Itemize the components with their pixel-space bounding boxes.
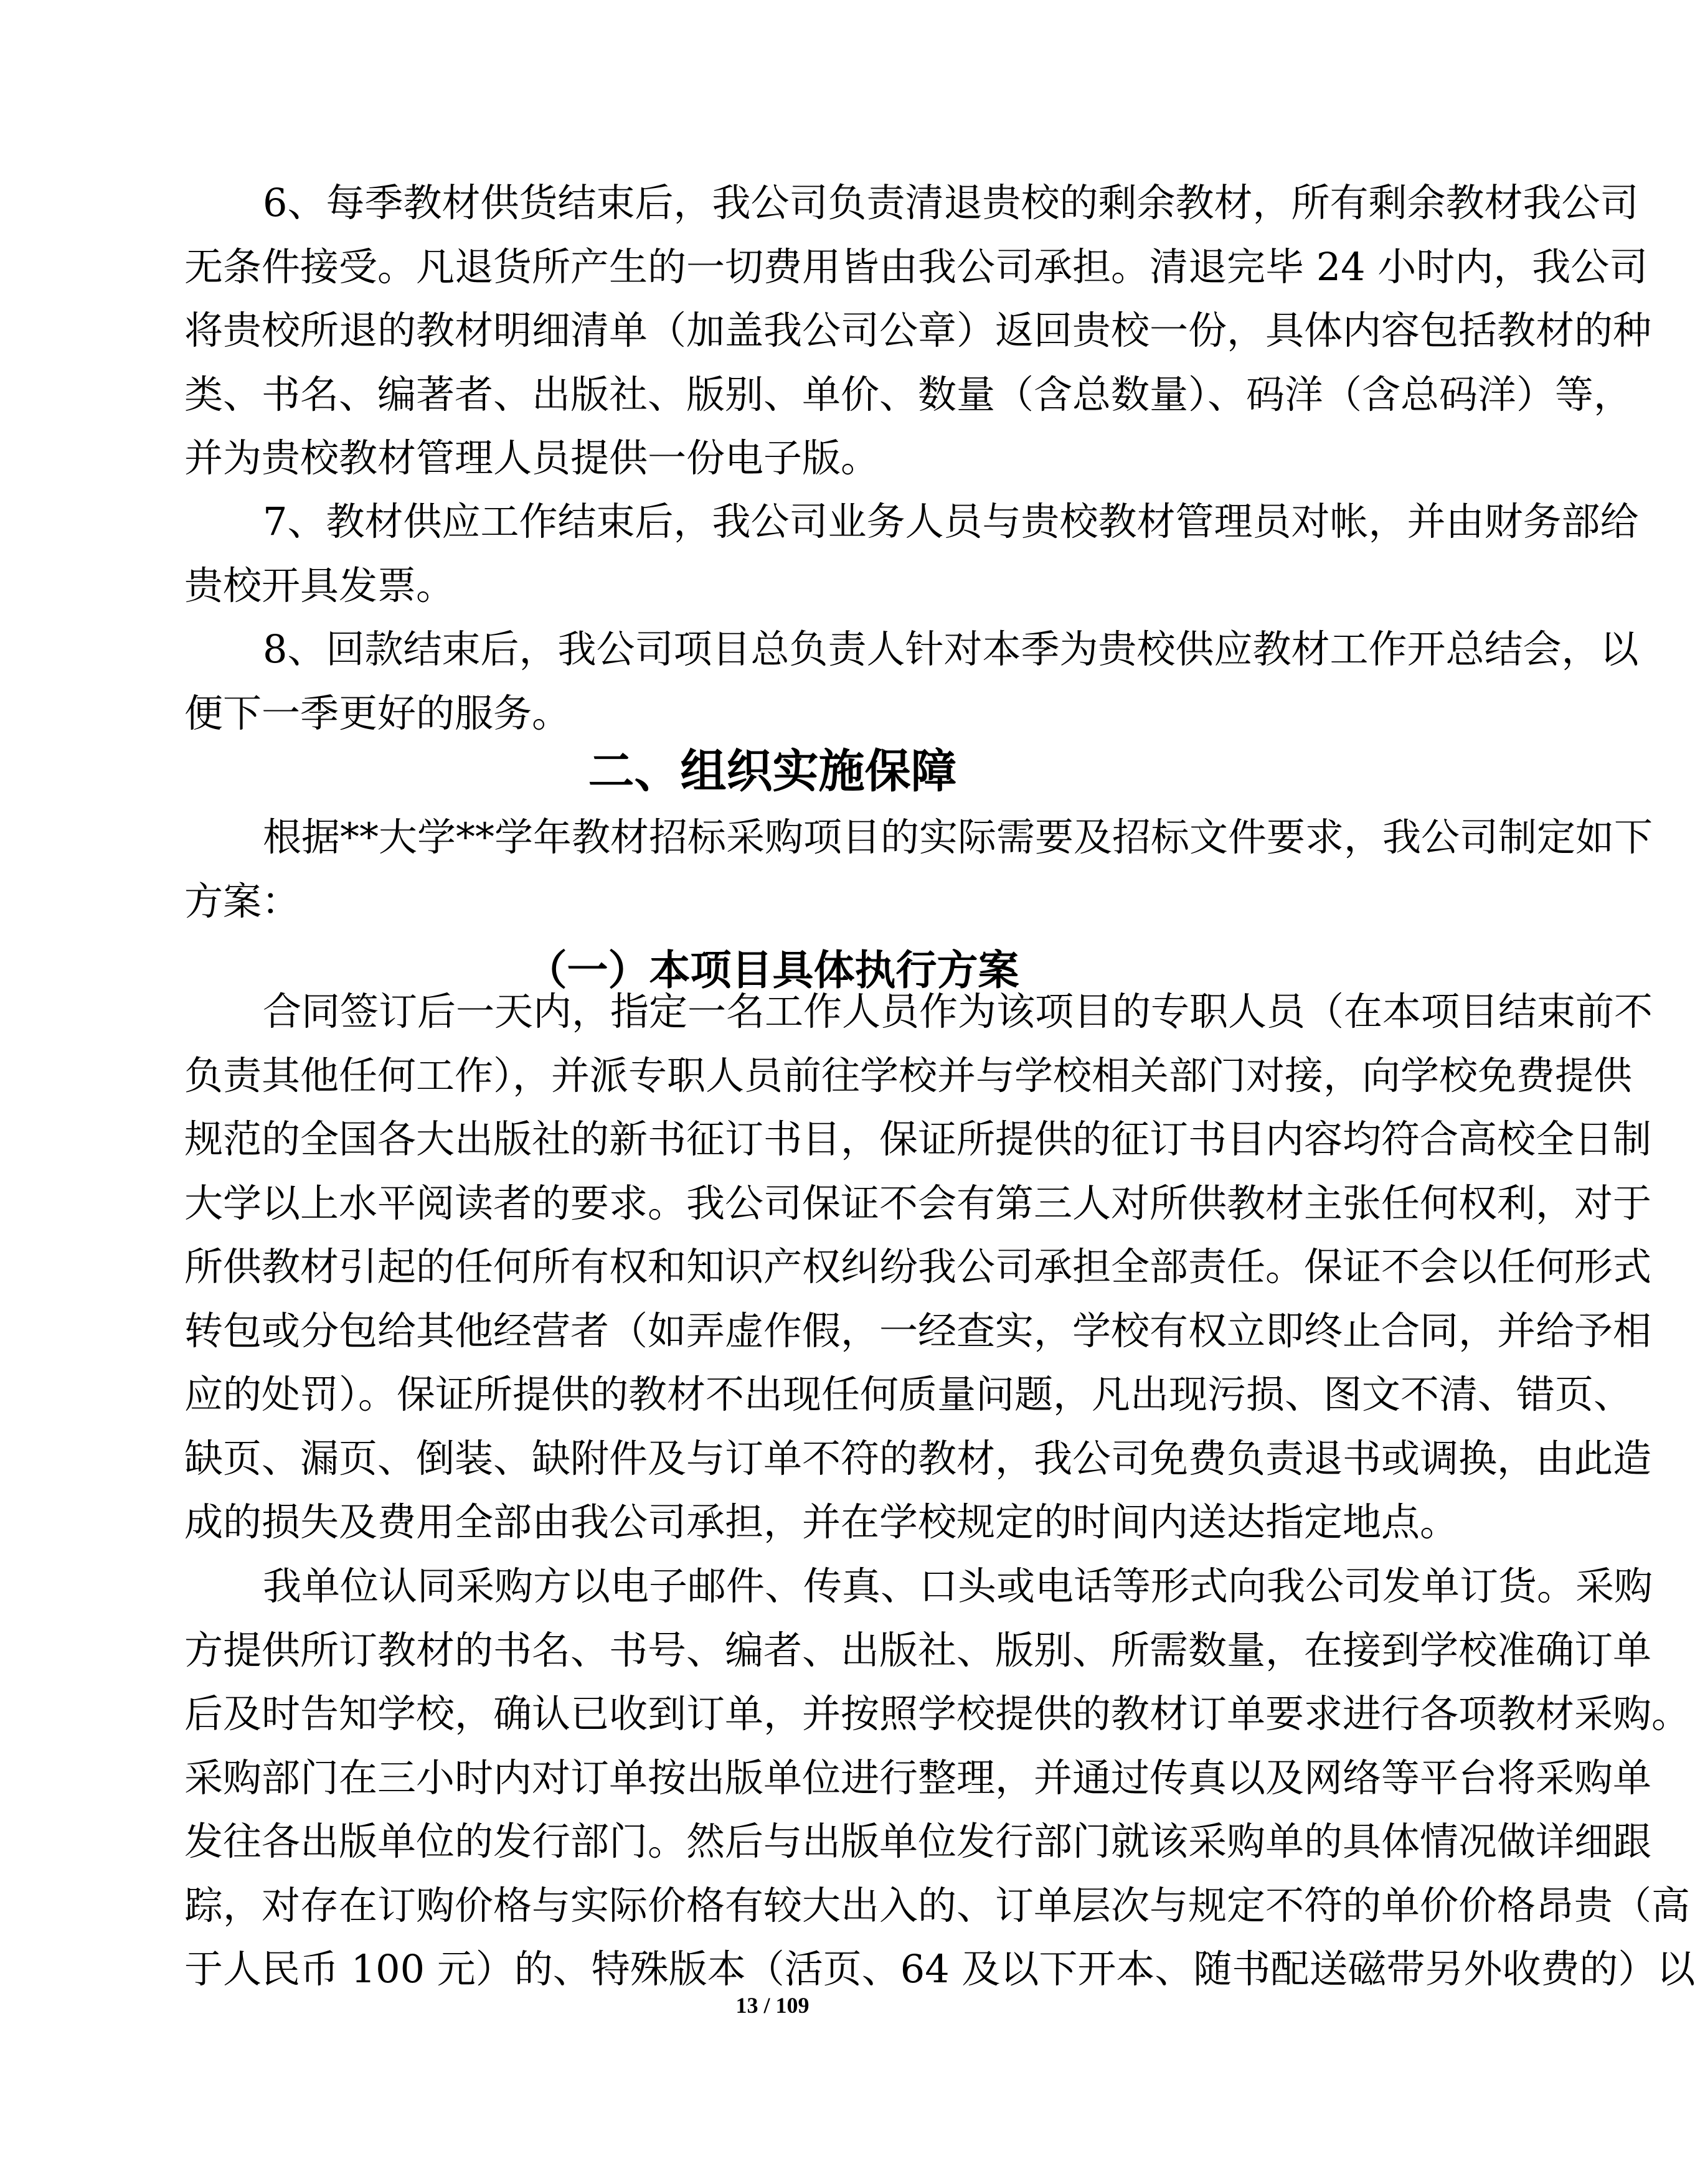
text-line: 根据**大学**学年教材招标采购项目的实际需要及招标文件要求，我公司制定如下 <box>263 814 1653 860</box>
text-line: 踪，对存在订购价格与实际价格有较大出入的、订单层次与规定不符的单价价格昂贵（高 <box>184 1882 1691 1928</box>
text-line: 类、书名、编著者、出版社、版别、单价、数量（含总数量）、码洋（含总码洋）等， <box>184 371 1633 417</box>
body-paragraph-1 <box>184 980 1653 1555</box>
text-line: 6、每季教材供货结束后，我公司负责清退贵校的剩余教材，所有剩余教材我公司 <box>263 180 1639 225</box>
section-heading: 二、组织实施保障 <box>588 745 957 798</box>
text-line: 大学以上水平阅读者的要求。我公司保证不会有第三人对所供教材主张任何权利，对于 <box>184 1180 1652 1226</box>
text-line: 于人民币 100 元）的、特殊版本（活页、64 及以下开本、随书配送磁带另外收费的）以 <box>184 1946 1695 1992</box>
text-line: 所供教材引起的任何所有权和知识产权纠纷我公司承担全部责任。保证不会以任何形式 <box>184 1244 1652 1289</box>
text-line: 缺页、漏页、倒装、缺附件及与订单不符的教材，我公司免费负责退书或调换，由此造 <box>184 1435 1652 1481</box>
text-line: 方提供所订教材的书名、书号、编者、出版社、版别、所需数量，在接到学校准确订单 <box>184 1627 1652 1673</box>
text-line: 转包或分包给其他经营者（如弄虚作假，一经查实，学校有权立即终止合同，并给予相 <box>184 1307 1652 1353</box>
text-line: 采购部门在三小时内对订单按出版单位进行整理，并通过传真以及网络等平台将采购单 <box>184 1754 1652 1800</box>
text-line: 8、回款结束后，我公司项目总负责人针对本季为贵校供应教材工作开总结会，以 <box>263 626 1639 672</box>
text-line: 规范的全国各大出版社的新书征订书目，保证所提供的征订书目内容均符合高校全日制 <box>184 1116 1652 1162</box>
subsection-heading: （一）本项目具体执行方案 <box>526 946 1019 994</box>
text-line: 应的处罚）。保证所提供的教材不出现任何质量问题，凡出现污损、图文不清、错页、 <box>184 1372 1633 1417</box>
text-line: 7、教材供应工作结束后，我公司业务人员与贵校教材管理员对帐，并由财务部给 <box>263 499 1639 544</box>
text-line: 贵校开具发票。 <box>184 562 455 608</box>
paragraph-6 <box>184 171 1652 491</box>
text-line: 方案： <box>184 878 301 924</box>
text-line: 负责其他任何工作），并派专职人员前往学校并与学校相关部门对接，向学校免费提供 <box>184 1052 1633 1098</box>
paragraph-8 <box>184 618 1639 745</box>
paragraph-7 <box>184 490 1639 618</box>
text-line: 成的损失及费用全部由我公司承担，并在学校规定的时间内送达指定地点。 <box>184 1499 1459 1545</box>
text-line: 将贵校所退的教材明细清单（加盖我公司公章）返回贵校一份，具体内容包括教材的种 <box>184 308 1652 353</box>
page-number: 13 / 109 <box>735 1993 810 2018</box>
text-line: 便下一季更好的服务。 <box>184 690 571 736</box>
body-paragraph-2 <box>184 1555 1695 2002</box>
text-line: 合同签订后一天内，指定一名工作人员作为该项目的专职人员（在本项目结束前不 <box>263 989 1653 1034</box>
text-line: 无条件接受。凡退货所产生的一切费用皆由我公司承担。清退完毕 24 小时内，我公司 <box>184 243 1648 289</box>
text-line: 并为贵校教材管理人员提供一份电子版。 <box>184 435 880 481</box>
intro-paragraph <box>184 806 1653 933</box>
text-line: 发往各出版单位的发行部门。然后与出版单位发行部门就该采购单的具体情况做详细跟 <box>184 1819 1652 1864</box>
text-line: 后及时告知学校，确认已收到订单，并按照学校提供的教材订单要求进行各项教材采购。 <box>184 1691 1691 1736</box>
text-line: 我单位认同采购方以电子邮件、传真、口头或电话等形式向我公司发单订货。采购 <box>263 1563 1653 1609</box>
